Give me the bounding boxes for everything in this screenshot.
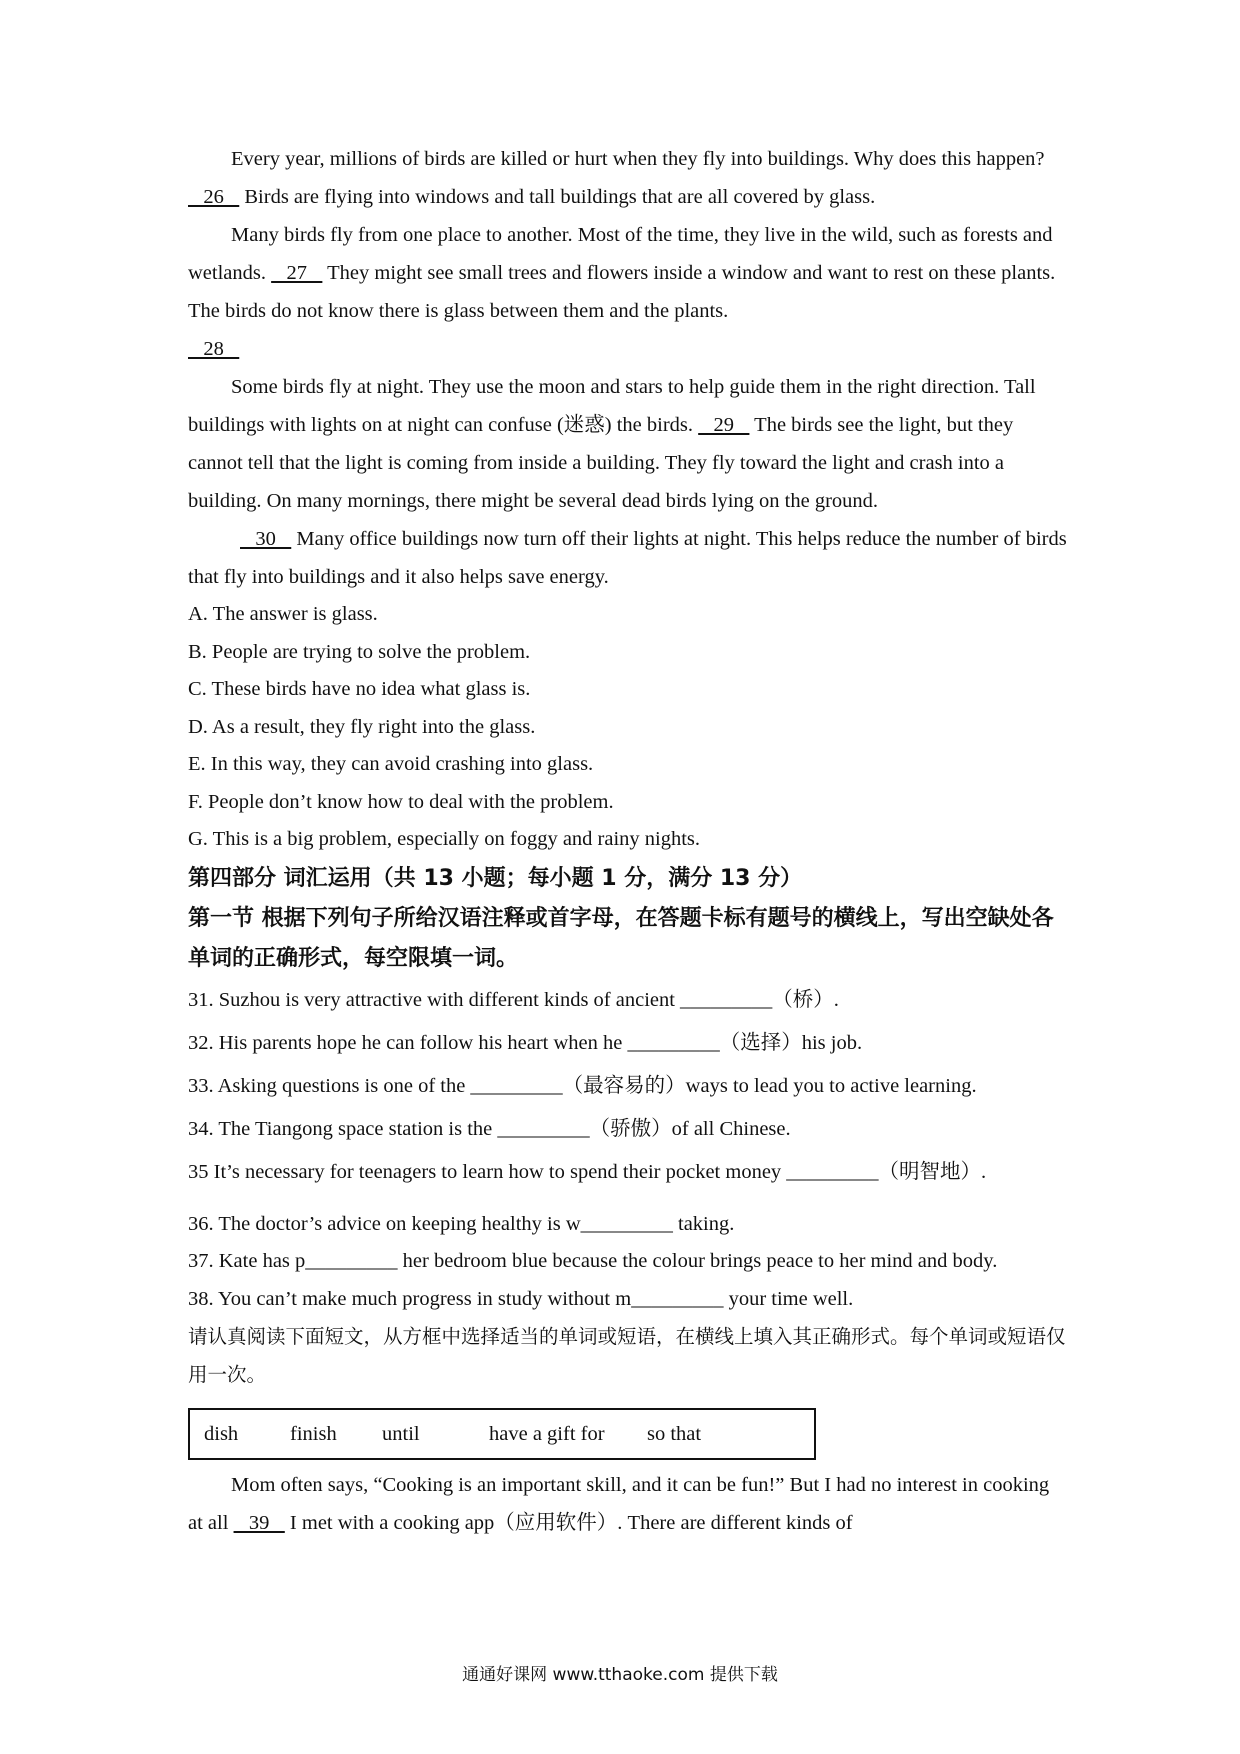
options-list (188, 596, 1068, 859)
document-page (188, 140, 1068, 1542)
passage-blank-28-line (188, 330, 1068, 368)
word-finish: finish (290, 1422, 337, 1445)
passage-paragraph-2 (188, 216, 1068, 330)
option-b: B. People are trying to solve the problem. (188, 640, 531, 663)
option-a: A. The answer is glass. (188, 603, 378, 625)
passage-paragraph-4 (188, 520, 1068, 596)
question-38: 38. You can’t make much progress in study without m_________ your time well. (188, 1287, 854, 1310)
passage-paragraph-3 (188, 368, 1068, 520)
text: Some birds fly at night. They use the moon and stars to help guide them in the right direction. Tall buildings with lights on at night can confuse (迷惑) the birds. (188, 376, 1036, 436)
option-e: E. In this way, they can avoid crashing into glass. (188, 753, 594, 775)
text: Mom often says, “Cooking is an important skill, and it can be fun!” But I had no interest in cooking at all (188, 1474, 1050, 1534)
text: Every year, millions of birds are killed or hurt when they fly into buildings. Why does this happen? (231, 148, 1045, 170)
text: They might see small trees and flowers inside a window and want to rest on these plants. The birds do not know there is glass between them and the plants. (188, 262, 1056, 322)
option-f: F. People don’t know how to deal with the problem. (188, 790, 614, 813)
blank-39: 39 (233, 1512, 285, 1534)
blank-30: 30 (240, 528, 292, 550)
question-37: 37. Kate has p_________ her bedroom blue because the colour brings peace to her mind and body. (188, 1250, 998, 1272)
passage2-paragraph-1 (188, 1466, 1068, 1542)
option-c: C. These birds have no idea what glass is. (188, 678, 531, 700)
section4-title: 第四部分 词汇运用（共 13 小题；每小题 1 分，满分 13 分） (188, 865, 803, 891)
text: Many birds fly from one place to another. Most of the time, they live in the wild, such as forests and wetlands. (188, 224, 1053, 284)
text: The birds see the light, but they cannot tell that the light is coming from inside a building. They fly toward the light and crash into a building. On many mornings, there might be several dead birds lying on the ground. (188, 414, 1014, 512)
text: Many office buildings now turn off their lights at night. This helps reduce the number of birds that fly into buildings and it also helps save energy. (188, 528, 1067, 588)
word-have-a-gift-for: have a gift for (489, 1422, 605, 1445)
passage-paragraph-1 (188, 140, 1068, 216)
blank-27: 27 (271, 262, 323, 284)
text: I met with a cooking app（应用软件）. There are different kinds of (284, 1512, 853, 1534)
question-33: 33. Asking questions is one of the _________（最容易的）ways to lead you to active learning. (188, 1074, 977, 1097)
option-g: G. This is a big problem, especially on foggy and rainy nights. (188, 828, 701, 850)
blank-29: 29 (698, 414, 750, 436)
word-until: until (382, 1422, 420, 1445)
question-36: 36. The doctor’s advice on keeping healthy is w_________ taking. (188, 1212, 735, 1235)
blank-26: 26 (188, 186, 240, 208)
footer-watermark: 通通好课网 www.tthaoke.com 提供下载 (462, 1665, 778, 1685)
vocab-questions (188, 979, 1068, 1319)
section1-title: 第一节 根据下列句子所给汉语注释或首字母，在答题卡标有题号的横线上，写出空缺处各单词的正确形式，每空限填一词。 (188, 905, 1054, 971)
option-d: D. As a result, they fly right into the glass. (188, 715, 536, 738)
word-box (188, 1408, 816, 1460)
blank-28: 28 (188, 338, 240, 360)
question-31: 31. Suzhou is very attractive with different kinds of ancient _________（桥）. (188, 988, 839, 1011)
question-32: 32. His parents hope he can follow his heart when he _________（选择）his job. (188, 1031, 863, 1054)
instruction: 请认真阅读下面短文，从方框中选择适当的单词或短语，在横线上填入其正确形式。每个单词或短语仅用一次。 (188, 1325, 1066, 1386)
text: Birds are flying into windows and tall buildings that are all covered by glass. (239, 186, 876, 208)
question-34: 34. The Tiangong space station is the _________（骄傲）of all Chinese. (188, 1117, 791, 1140)
word-dish: dish (204, 1422, 239, 1445)
question-35: 35 It’s necessary for teenagers to learn how to spend their pocket money _________（明智地）. (188, 1160, 987, 1183)
word-so-that: so that (647, 1422, 702, 1445)
